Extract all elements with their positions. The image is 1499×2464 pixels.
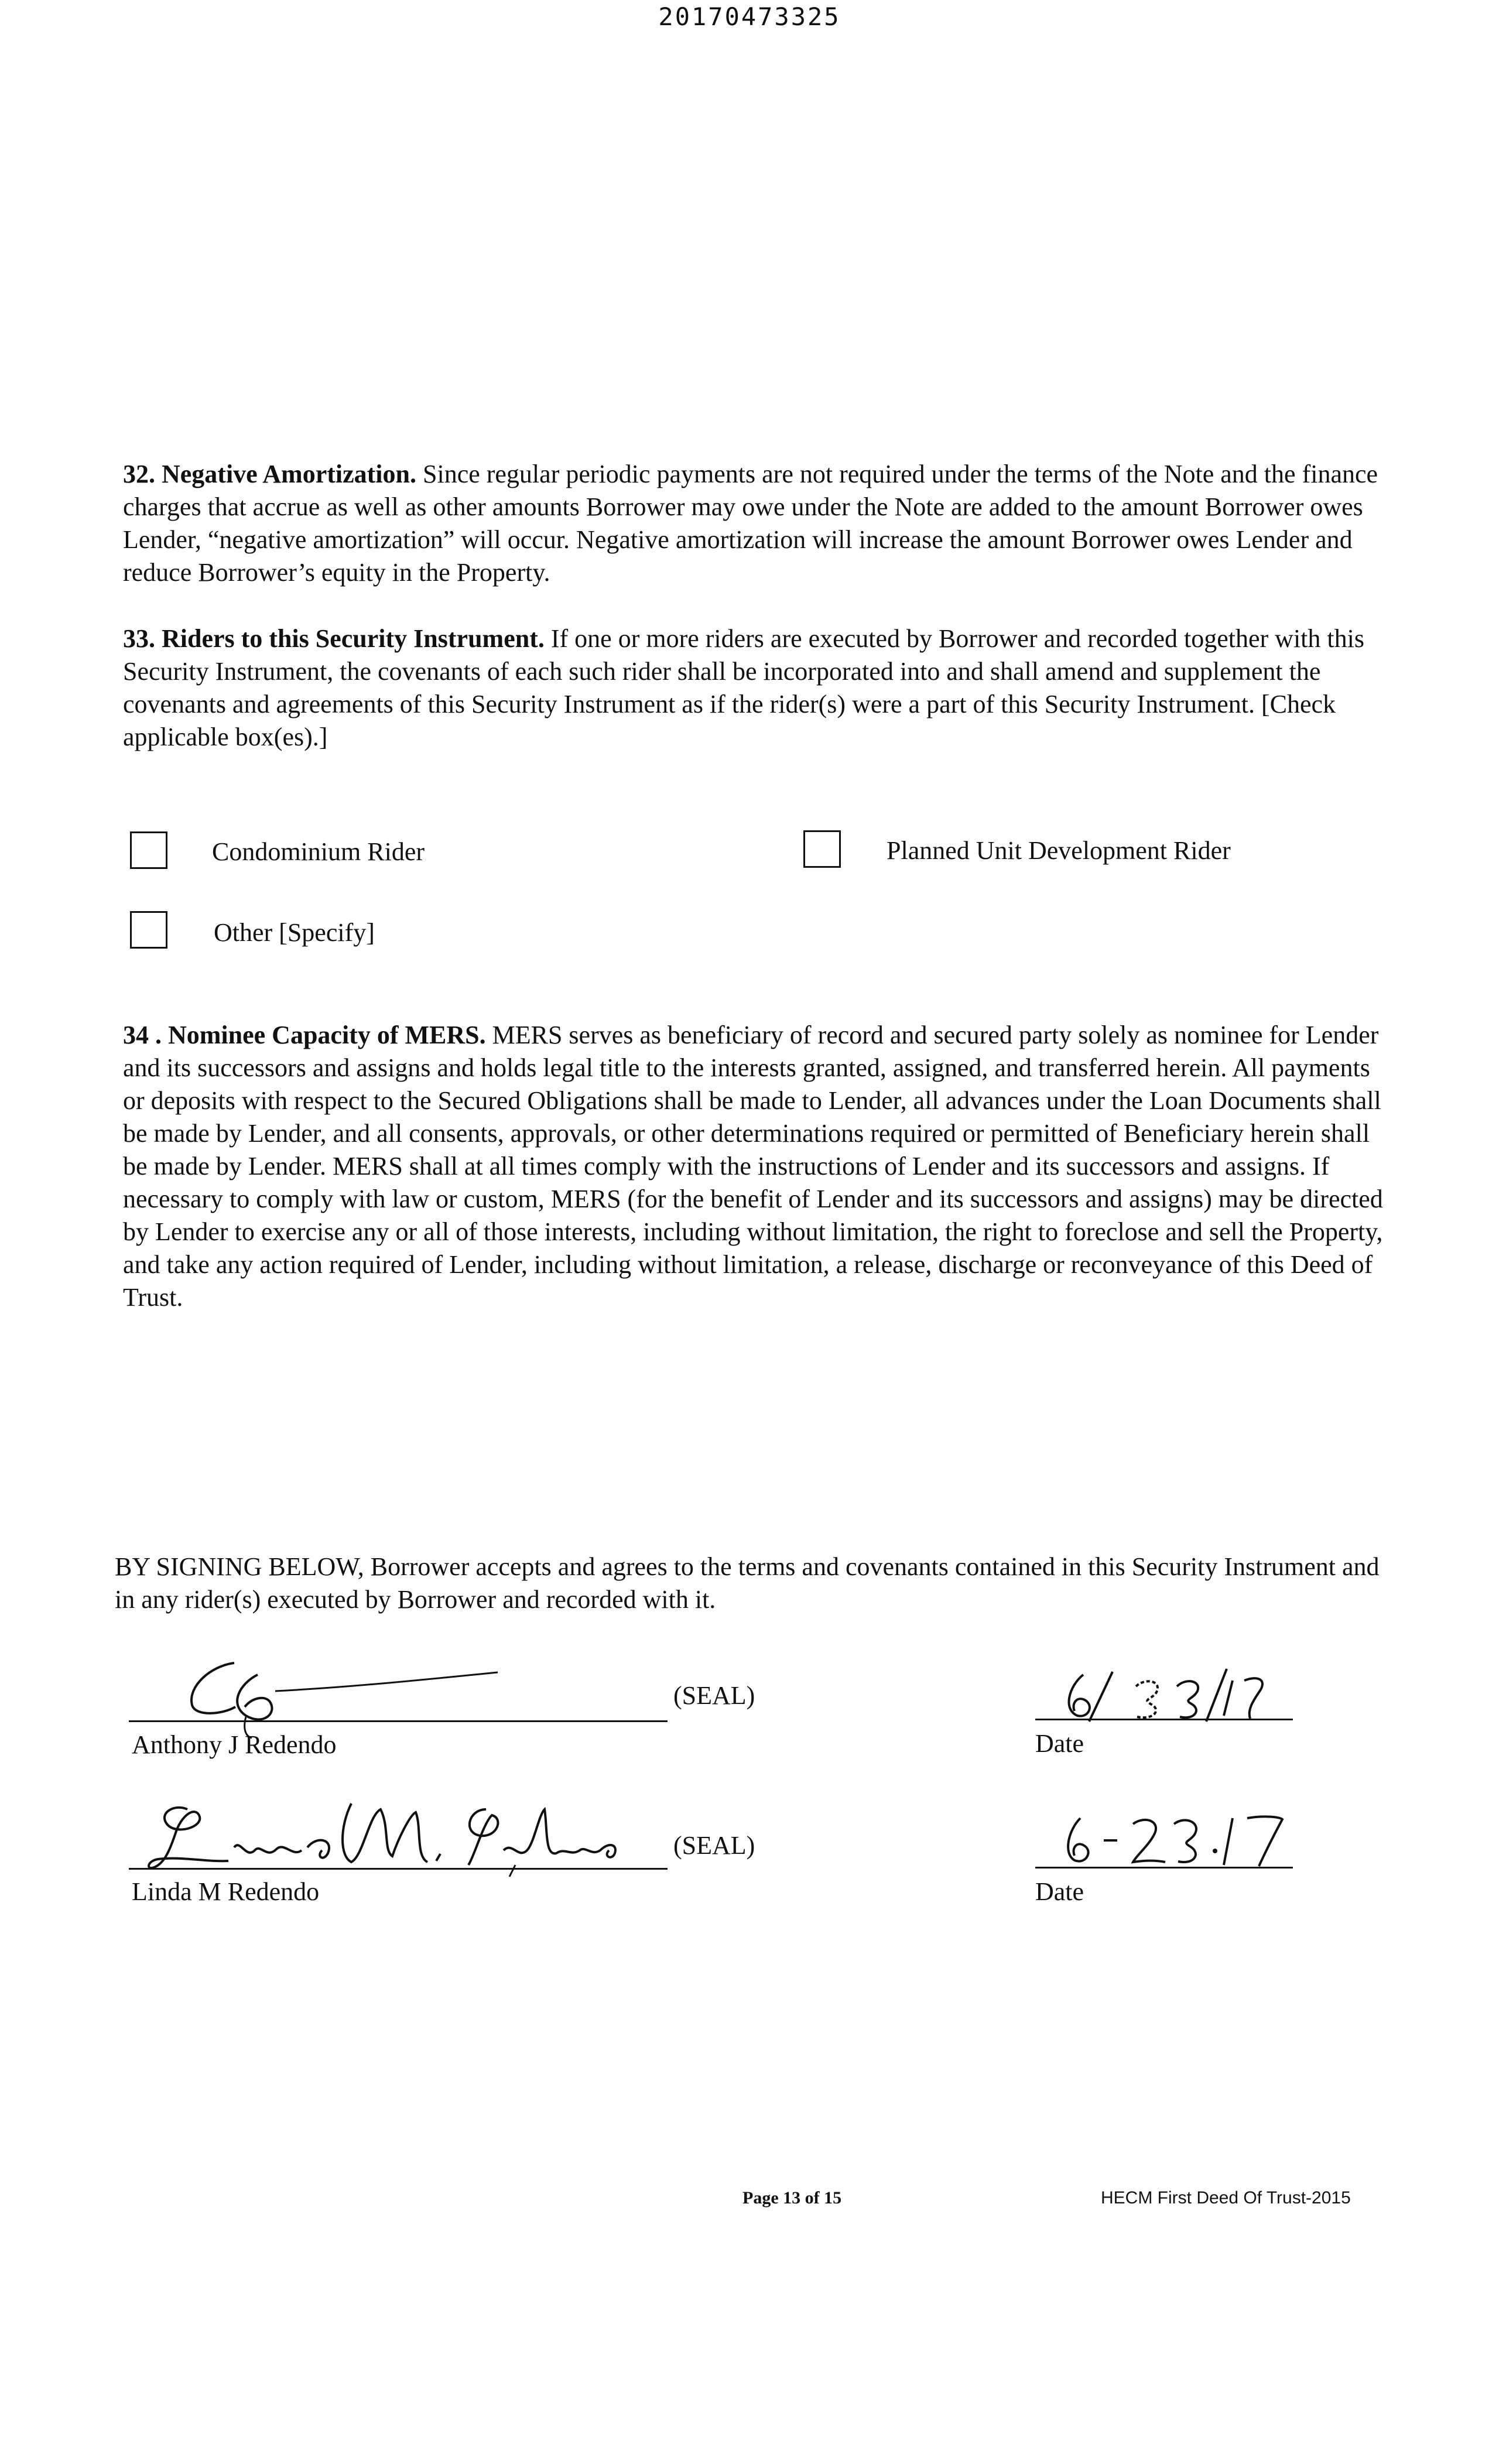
linda-signature-icon bbox=[141, 1792, 668, 1880]
section-34-heading: 34 . Nominee Capacity of MERS. bbox=[123, 1021, 486, 1049]
signing-statement: BY SIGNING BELOW, Borrower accepts and agrees to the terms and covenants contained in this Security Instrument and in any rider(s) executed by Borrower and recorded with it. bbox=[115, 1552, 1380, 1614]
section-32-heading: 32. Negative Amortization. bbox=[123, 460, 416, 488]
anthony-signature-icon bbox=[170, 1651, 533, 1739]
linda-seal-label: (SEAL) bbox=[673, 1831, 755, 1860]
linda-signature-line bbox=[129, 1868, 668, 1870]
anthony-seal-label: (SEAL) bbox=[673, 1681, 755, 1710]
other-rider-label: Other [Specify] bbox=[214, 918, 375, 947]
section-34-body: MERS serves as beneficiary of record and secured party solely as nominee for Lender and its successors and assigns and holds legal title to the interests granted, assigned, and transferred herein. All payments or deposits with respect to the Secured Obligations shall be made to Lender, all advances under the Loan Documents shall be made by Lender, and all consents, approvals, or other determinations required or permitted of Beneficiary herein shall be made by Lender. MERS shall at all times comply with the instructions of Lender and its successors and assigns. If necessary to comply with law or custom, MERS (for the benefit of Lender and its successors and assigns) may be directed by Lender to exercise any or all of those interests, including without limitation, the right to foreclose and sell the Property, and take any action required of Lender, including without limitation, a release, discharge or reconveyance of this Deed of Trust. bbox=[123, 1021, 1383, 1312]
linda-date-line bbox=[1035, 1867, 1293, 1868]
linda-handwritten-date-icon bbox=[1048, 1806, 1294, 1871]
condominium-rider-checkbox[interactable] bbox=[130, 831, 167, 869]
section-34-nominee-capacity bbox=[123, 1019, 1388, 1314]
section-33-heading: 33. Riders to this Security Instrument. bbox=[123, 624, 545, 653]
section-32-body: Since regular periodic payments are not required under the terms of the Note and the finance charges that accrue as well as other amounts Borrower may owe under the Note are added to the amount Borrower owes Lender, “negative amortization” will occur. Negative amortization will increase the amount Borrower owes Lender and reduce Borrower’s equity in the Property. bbox=[123, 460, 1378, 587]
anthony-date-line bbox=[1035, 1719, 1293, 1720]
other-rider-checkbox[interactable] bbox=[130, 911, 167, 949]
footer-form-name: HECM First Deed Of Trust-2015 bbox=[1101, 2188, 1351, 2208]
linda-date-label: Date bbox=[1035, 1877, 1084, 1906]
document-number: 20170473325 bbox=[658, 2, 841, 31]
section-33-riders bbox=[123, 622, 1388, 754]
section-33-body: If one or more riders are executed by Borrower and recorded together with this Security Instrument, the covenants of each such rider shall be incorporated into and shall amend and supplement the covenants and agreements of this Security Instrument as if the rider(s) were a part of this Security Instrument. [Check applicable box(es).] bbox=[123, 624, 1364, 751]
anthony-handwritten-date-icon bbox=[1048, 1663, 1294, 1727]
footer-page-number: Page 13 of 15 bbox=[742, 2188, 842, 2208]
anthony-name: Anthony J Redendo bbox=[132, 1730, 337, 1759]
planned-unit-development-rider-checkbox[interactable] bbox=[803, 830, 841, 868]
planned-unit-development-rider-label: Planned Unit Development Rider bbox=[887, 836, 1231, 865]
anthony-signature-line bbox=[129, 1720, 668, 1722]
section-32-negative-amortization bbox=[123, 458, 1388, 589]
anthony-date-label: Date bbox=[1035, 1729, 1084, 1758]
condominium-rider-label: Condominium Rider bbox=[212, 837, 425, 866]
linda-name: Linda M Redendo bbox=[132, 1877, 320, 1906]
